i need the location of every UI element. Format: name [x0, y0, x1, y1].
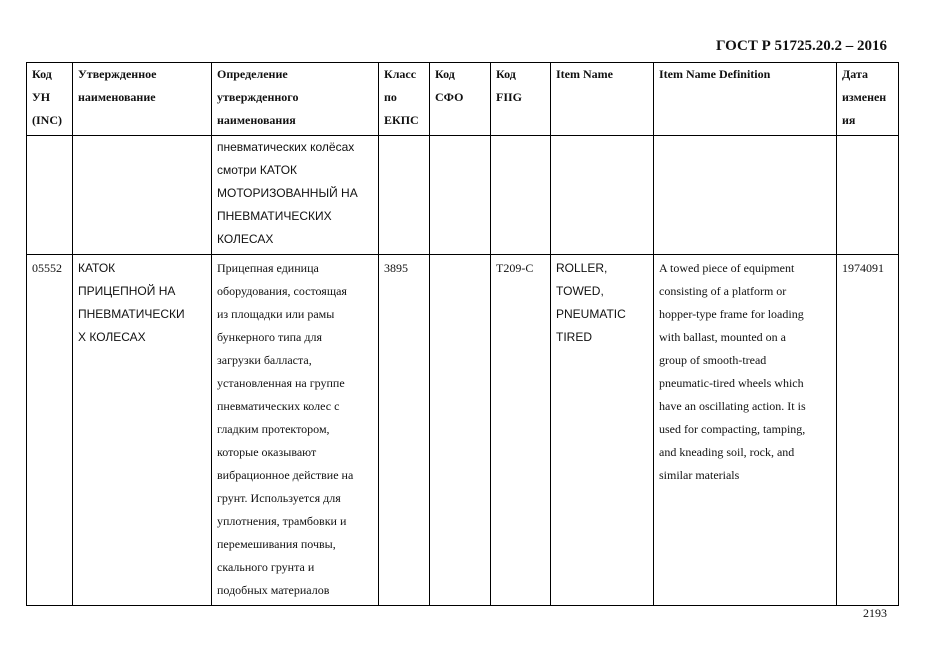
cell-approved-name: КАТОК ПРИЦЕПНОЙ НА ПНЕВМАТИЧЕСКИ Х КОЛЕСАХ: [73, 255, 212, 606]
table-row: [27, 136, 899, 255]
cell-sfo-code: [430, 136, 491, 255]
column-header-change-date: Дата изменен ия: [837, 63, 899, 136]
column-header-sfo-code: Код СФО: [430, 63, 491, 136]
cell-definition: Прицепная единица оборудования, состоящая из площадки или рамы бункерного типа для загрузки балласта, установленная на группе пневматических колес с гладким протектором, которые оказывают вибрационное действие на грунт. Используется для уплотнения, трамбовки и перемешивания почвы, скального грунта и подобных материалов: [212, 255, 379, 606]
cell-fiig-code: T209-C: [491, 255, 551, 606]
cell-item-name-definition: [654, 136, 837, 255]
cell-ekps-class: 3895: [379, 255, 430, 606]
cell-inc: 05552: [27, 255, 73, 606]
column-header-item-name-definition: Item Name Definition: [654, 63, 837, 136]
table-header-row: [27, 63, 899, 136]
page-number: 2193: [863, 606, 887, 620]
cell-definition: пневматических колёсах смотри КАТОК МОТОРИЗОВАННЫЙ НА ПНЕВМАТИЧЕСКИХ КОЛЕСАХ: [212, 136, 379, 255]
cell-item-name: [551, 136, 654, 255]
cell-ekps-class: [379, 136, 430, 255]
table-row: [27, 255, 899, 606]
column-header-inc: Код УН (INC): [27, 63, 73, 136]
cell-item-name: ROLLER, TOWED, PNEUMATIC TIRED: [551, 255, 654, 606]
cell-inc: [27, 136, 73, 255]
cell-change-date: 1974091: [837, 255, 899, 606]
column-header-ekps-class: Класс по ЕКПС: [379, 63, 430, 136]
cell-change-date: [837, 136, 899, 255]
column-header-item-name: Item Name: [551, 63, 654, 136]
column-header-approved-name: Утвержденное наименование: [73, 63, 212, 136]
document-header: ГОСТ Р 51725.20.2 – 2016: [715, 38, 887, 54]
cell-sfo-code: [430, 255, 491, 606]
cell-approved-name: [73, 136, 212, 255]
column-header-fiig-code: Код FIIG: [491, 63, 551, 136]
catalog-table: [26, 62, 899, 606]
column-header-definition: Определение утвержденного наименования: [212, 63, 379, 136]
cell-fiig-code: [491, 136, 551, 255]
cell-item-name-definition: A towed piece of equipment consisting of a platform or hopper-type frame for loading with ballast, mounted on a group of smooth-tread pneumatic-tired wheels which have an oscillating action. It is used for compacting, tamping, and kneading soil, rock, and similar materials: [654, 255, 837, 606]
